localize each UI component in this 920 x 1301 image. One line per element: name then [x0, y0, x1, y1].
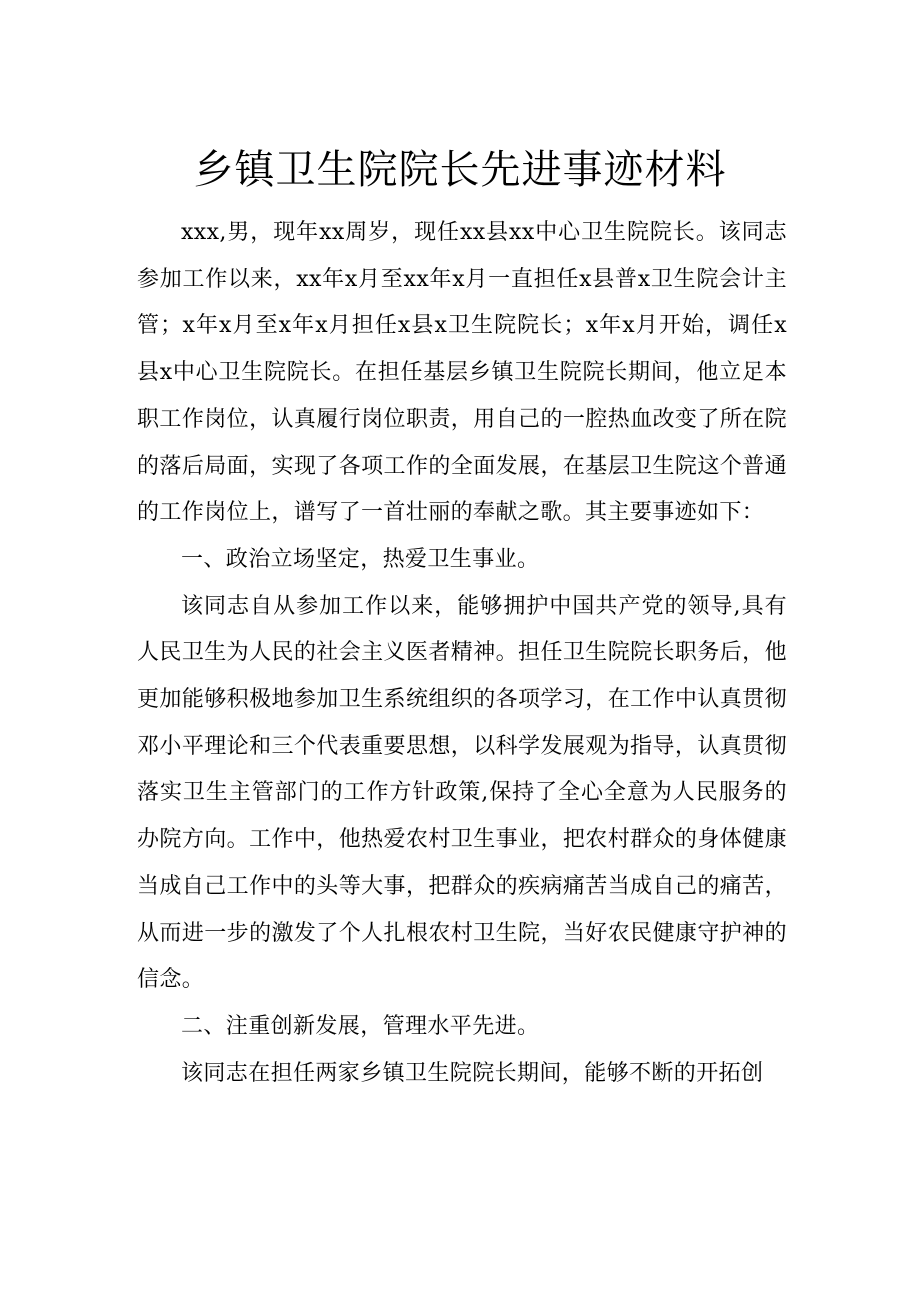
section-heading-1: 一、政治立场坚定，热爱卫生事业。 — [181, 546, 540, 572]
section-2-paragraph: 该同志在担任两家乡镇卫生院院长期间，能够不断的开拓创 — [181, 1060, 764, 1086]
document-body — [137, 210, 787, 1097]
document-title: 乡镇卫生院院长先进事迹材料 — [193, 147, 727, 193]
intro-paragraph: xxx,男，现年xx周岁，现任xx县xx中心卫生院院长。该同志参加工作以来，xx年x月至xx年x月一直担任x县普x卫生院会计主管；x年x月至x年x月担任x县x卫生院院长；x年x月开始，调任x县x中心卫生院院长。在担任基层乡镇卫生院院长期间，他立足本职工作岗位，认真履行岗位职责，用自己的一腔热血改变了所在院的落后局面，实现了各项工作的全面发展，在基层卫生院这个普通的工作岗位上，谱写了一首壮丽的奉献之歌。其主要事迹如下： — [137, 220, 787, 526]
section-heading-2: 二、注重创新发展，管理水平先进。 — [181, 1013, 540, 1039]
section-1-paragraph: 该同志自从参加工作以来，能够拥护中国共产党的领导,具有人民卫生为人民的社会主义医者精神。担任卫生院院长职务后，他更加能够积极地参加卫生系统组织的各项学习，在工作中认真贯彻邓小平理论和三个代表重要思想，以科学发展观为指导，认真贯彻落实卫生主管部门的工作方针政策,保持了全心全意为人民服务的办院方向。工作中，他热爱农村卫生事业，把农村群众的身体健康当成自己工作中的头等大事，把群众的疾病痛苦当成自己的痛苦，从而进一步的激发了个人扎根农村卫生院，当好农民健康守护神的信念。 — [137, 593, 787, 993]
